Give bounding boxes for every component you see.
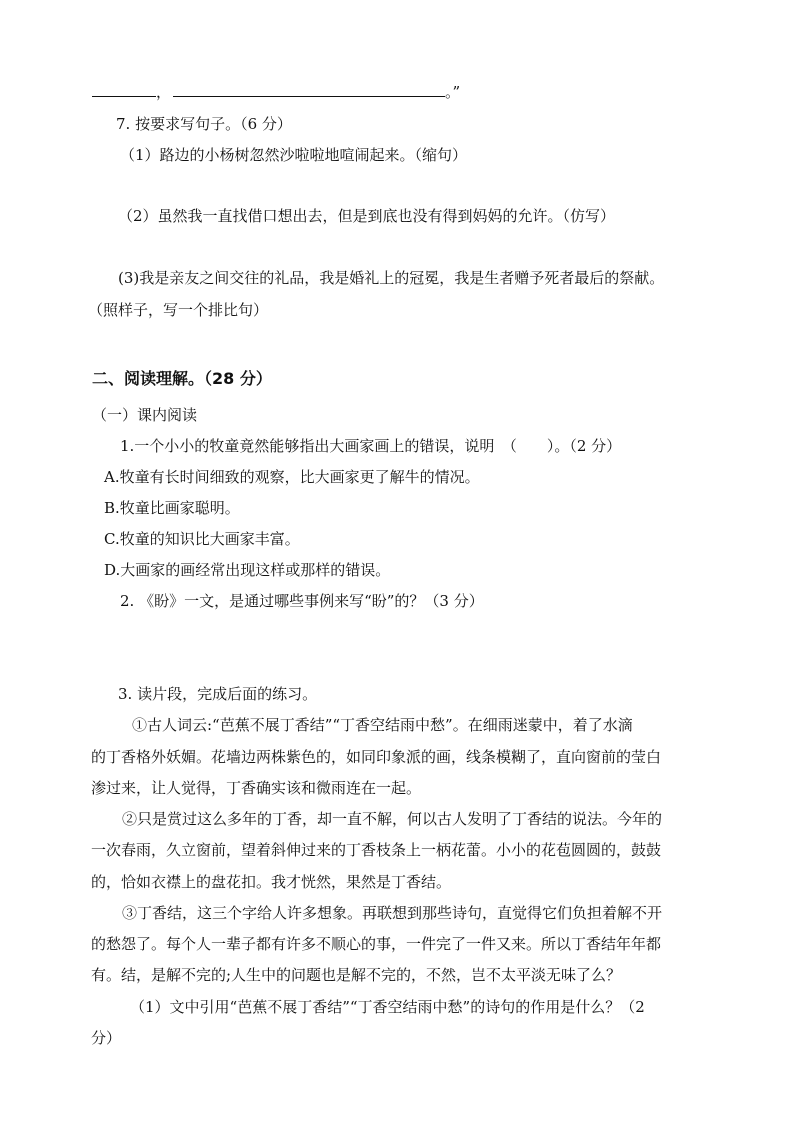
comma: ， <box>156 83 172 101</box>
option-b: B.牧童比画家聪明。 <box>104 499 240 517</box>
question-7-3: (3)我是亲友之间交往的礼品，我是婚礼上的冠冕，我是生者赠予死者最后的祭献。 <box>118 269 665 287</box>
passage-line: 的，恰如衣襟上的盘花扣。我才恍然，果然是丁香结。 <box>91 873 452 891</box>
passage-line: 渗过来，让人觉得，丁香确实该和微雨连在一起。 <box>91 779 422 797</box>
passage-question-1-cont: 分） <box>91 1029 122 1047</box>
question-7: 7. 按要求写句子。（6 分） <box>116 115 292 133</box>
passage-line: ①古人词云:“芭蕉不展丁香结”“丁香空结雨中愁”。在细雨迷蒙中，着了水滴 <box>132 716 633 734</box>
reading-question-3: 3. 读片段，完成后面的练习。 <box>118 685 318 703</box>
reading-question-2: 2. 《盼》一文，是通过哪些事例来写“盼”的？（3 分） <box>120 592 484 610</box>
question-7-2: （2）虽然我一直找借口想出去，但是到底也没有得到妈妈的允许。（仿写） <box>118 207 616 225</box>
blank-line <box>92 82 460 102</box>
quote-end: 。” <box>445 83 461 101</box>
question-7-3-instruction: （照样子，写一个排比句） <box>88 301 269 319</box>
option-c: C.牧童的知识比大画家丰富。 <box>104 530 300 548</box>
passage-question-1: （1）文中引用“芭蕉不展丁香结”“丁香空结雨中愁”的诗句的作用是什么？（2 <box>130 998 645 1016</box>
passage-line: 的丁香格外妖媚。花墙边两株紫色的，如同印象派的画，线条模糊了，直向窗前的莹白 <box>91 748 662 766</box>
passage-line: 一次春雨，久立窗前，望着斜伸过来的丁香枝条上一柄花蕾。小小的花苞圆圆的，鼓鼓 <box>91 841 662 859</box>
question-7-1: （1）路边的小杨树忽然沙啦啦地喧闹起来。（缩句） <box>120 146 468 164</box>
subsection-heading: （一）课内阅读 <box>92 406 198 424</box>
passage-line: 的愁怨了。每个人一辈子都有许多不顺心的事，一件完了一件又来。所以丁香结年年都 <box>91 935 662 953</box>
passage-line: 有。结，是解不完的;人生中的问题也是解不完的，不然，岂不太平淡无味了么？ <box>91 966 622 984</box>
option-a: A.牧童有长时间细致的观察，比大画家更了解牛的情况。 <box>104 468 480 486</box>
answer-blank-1[interactable] <box>92 82 156 97</box>
answer-blank-2[interactable] <box>173 82 445 97</box>
section-heading: 二、阅读理解。（28 分） <box>92 369 272 388</box>
passage-line: ③丁香结，这三个字给人许多想象。再联想到那些诗句，直觉得它们负担着解不开 <box>122 904 663 922</box>
reading-question-1: 1.一个小小的牧童竟然能够指出大画家画上的错误，说明 （ ）。（2 分） <box>120 437 622 455</box>
option-d: D.大画家的画经常出现这样或那样的错误。 <box>104 561 391 579</box>
passage-line: ②只是赏过这么多年的丁香，却一直不解，何以古人发明了丁香结的说法。今年的 <box>122 810 663 828</box>
